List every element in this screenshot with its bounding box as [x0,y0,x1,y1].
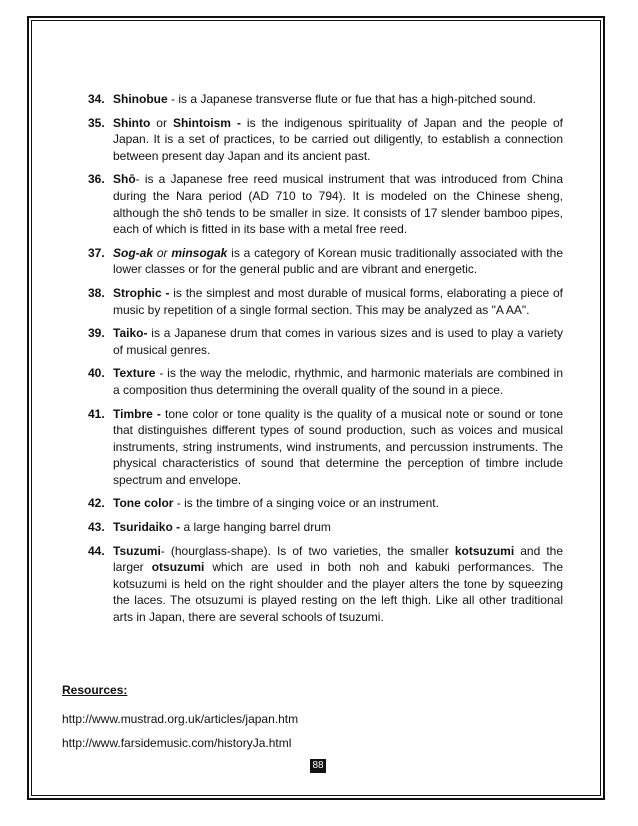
resources-heading: Resources: [62,683,128,697]
entry-number: 37. [88,245,105,260]
entry-definition: is the indigenous spirituality of Japan and the people of Japan. It is a set of practices, to be carried out diligently, to establish a connection between present day Japan and its ancient past. [113,115,563,163]
glossary-entry-shinto [88,115,563,165]
entry-definition: - (hourglass-shape). Is of two varieties, the smaller [160,543,455,558]
entry-body [113,285,563,318]
glossary-entry-tone-color [88,495,563,512]
entry-definition: is a Japanese drum that comes in various sizes and is used to play a variety of musical genres. [113,326,563,357]
entry-term-alt: Shintoism - [172,115,241,130]
glossary-entry-tsuridaiko [88,519,563,536]
entry-definition: - is the timbre of a singing voice or an instrument. [173,496,439,511]
entry-number: 34. [88,92,105,106]
entry-term: Strophic - [113,285,170,300]
entry-number: 43. [88,520,105,535]
glossary-entry-strophic [88,285,563,318]
entry-body [113,495,563,512]
entry-definition-cont: and the larger [113,543,564,575]
entry-definition: - is a Japanese free reed musical instrument that was introduced from China during the Nara period (AD 710 to 794). It is modeled on the Chinese sheng, although the shō tends to be smaller in size. It consists of 17 slender bamboo pipes, each of which is fitted in its base with a metal free reed. [113,172,563,237]
page-number: 88 [310,759,326,773]
glossary-entry-texture [88,365,563,398]
glossary-entry-sog-ak [88,245,563,278]
entry-term: Tsuzumi [113,543,161,558]
entry-definition: - is the way the melodic, rhythmic, and harmonic materials are combined in a composition thus determining the overall quality of the sound in a piece. [113,366,563,397]
entry-number: 42. [88,496,105,511]
entry-number: 41. [88,406,105,421]
entry-term-alt: minsogak [171,245,228,260]
glossary-entry-taiko [88,325,563,358]
entry-conjunction: or [153,245,172,260]
entry-term-otsuzumi: otsuzumi [151,560,205,575]
entry-number: 36. [88,172,105,187]
glossary-entry-tsuzumi [88,543,563,626]
entry-conjunction: or [150,115,173,130]
entry-body [113,91,563,108]
entry-term: Shinto [113,115,151,130]
entry-term: Taiko- [113,326,148,341]
entry-body [113,325,563,358]
entry-body [113,115,563,165]
entry-definition-end: which are used in both noh and kabuki performances. The kotsuzumi is held on the right shoulder and the player alters the tone by squeezing the laces. The otsuzumi is played resting on the left thigh. Like all other traditional arts in Japan, there are several schools of tsuzumi. [113,560,563,625]
entry-term: Shinobue [113,92,168,106]
glossary-list [88,91,563,633]
entry-definition: is a category of Korean music traditionally associated with the lower classes or for the general public and are vibrant and energetic. [113,245,563,277]
entry-definition: a large hanging barrel drum [180,520,331,535]
entry-body [113,406,563,489]
glossary-entry-shinobue [88,91,563,108]
entry-term: Tone color [113,496,174,511]
entry-term-kotsuzumi: kotsuzumi [454,543,515,558]
entry-number: 40. [88,366,105,381]
entry-body [113,245,563,278]
entry-definition: - is a Japanese transverse flute or fue that has a high-pitched sound. [167,92,536,106]
entry-term: Timbre - [113,406,161,421]
resource-link-mustrad[interactable]: http://www.mustrad.org.uk/articles/japan.htm [62,712,299,726]
entry-term: Sog-ak [113,245,154,260]
entry-definition: tone color or tone quality is the quality of a musical note or sound or tone that distinguishes different types of sound production, such as voices and musical instruments, string instruments, wind instruments, and percussion instruments. The physical characteristics of sound that determine the perception of timbre include spectrum and envelope. [113,406,563,487]
entry-body [113,365,563,398]
entry-term: Texture [113,366,156,381]
entry-number: 38. [88,285,105,300]
entry-number: 44. [88,543,105,558]
entry-body [113,171,563,237]
entry-term: Tsuridaiko - [113,520,181,535]
entry-body [113,543,563,626]
resource-link-farsidemusic[interactable]: http://www.farsidemusic.com/historyJa.html [62,736,292,750]
glossary-entry-timbre [88,406,563,489]
entry-number: 35. [88,115,105,130]
entry-number: 39. [88,326,105,341]
entry-term: Shō [113,172,136,187]
glossary-entry-sho [88,171,563,237]
entry-body [113,519,563,536]
entry-definition: is the simplest and most durable of musical forms, elaborating a piece of music by repetition of a single formal section. This may be analyzed as "A AA". [113,285,563,317]
